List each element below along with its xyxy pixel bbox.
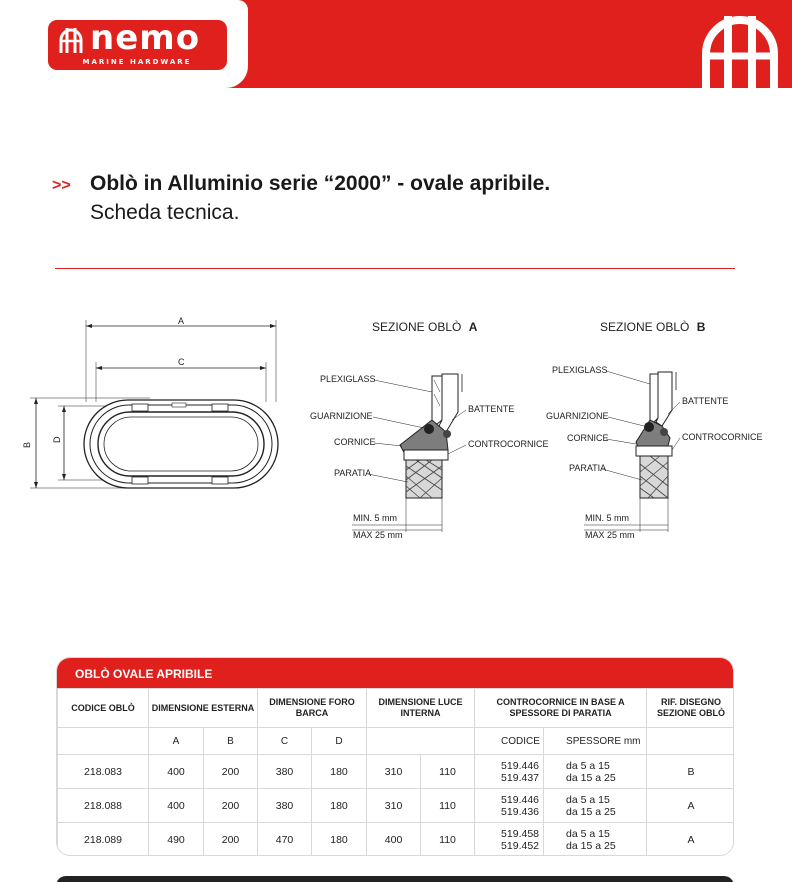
cell-luce-2: 110: [421, 755, 475, 789]
section-a-label-battente: BATTENTE: [468, 404, 515, 414]
section-a-min: MIN. 5 mm: [353, 513, 397, 523]
specs-table-card: [56, 657, 734, 856]
section-b-max: MAX 25 mm: [585, 530, 635, 540]
cell-controcornice: [475, 789, 544, 823]
porthole-front-view: [22, 316, 278, 488]
cell-spessore: [544, 755, 647, 789]
section-b-label-guarnizione: GUARNIZIONE: [546, 411, 609, 421]
header-codice: CODICE OBLÒ: [58, 689, 149, 728]
technical-drawing: [0, 300, 792, 560]
cell-c: 380: [258, 789, 312, 823]
cell-cc-1: 519.458: [501, 827, 540, 840]
cell-sp-2: da 15 a 25: [566, 839, 616, 852]
cell-a: 400: [149, 789, 204, 823]
cell-luce-1: 310: [367, 755, 421, 789]
cell-spessore: [544, 789, 647, 823]
section-b-drawing: [546, 319, 763, 540]
brand-tagline: MARINE HARDWARE: [82, 58, 192, 66]
cell-code: 218.089: [58, 823, 149, 857]
cell-rif: A: [647, 789, 734, 823]
cell-b: 200: [204, 823, 258, 857]
subheader-spessore: SPESSORE mm: [544, 728, 647, 755]
cell-luce-1: 310: [367, 789, 421, 823]
cell-sp-2: da 15 a 25: [566, 805, 616, 818]
header-dim-foro: DIMENSIONE FORO BARCA: [258, 689, 367, 728]
cell-controcornice: [475, 823, 544, 857]
cell-d: 180: [312, 823, 367, 857]
cell-sp-1: da 5 a 15: [566, 793, 610, 806]
section-a-drawing: [310, 319, 549, 540]
cell-luce-1: 400: [367, 823, 421, 857]
cell-controcornice: [475, 755, 544, 789]
footer-bar: [56, 876, 734, 882]
cell-code: 218.083: [58, 755, 149, 789]
table-subheader-row: [58, 728, 735, 755]
cell-luce-2: 110: [421, 789, 475, 823]
cell-a: 400: [149, 755, 204, 789]
cell-cc-1: 519.446: [501, 793, 540, 806]
brand-name: nemo: [90, 18, 201, 58]
section-b-label-controcornice: CONTROCORNICE: [682, 432, 763, 442]
page-subtitle: Scheda tecnica.: [90, 201, 240, 224]
cell-a: 490: [149, 823, 204, 857]
cell-cc-2: 519.437: [501, 771, 540, 784]
cell-d: 180: [312, 755, 367, 789]
section-a-title: SEZIONE OBLÒ: [372, 320, 462, 334]
cell-b: 200: [204, 755, 258, 789]
dim-label-a: A: [178, 316, 185, 326]
cell-sp-2: da 15 a 25: [566, 771, 616, 784]
section-a-letter: A: [468, 320, 478, 334]
cell-cc-1: 519.446: [501, 759, 540, 772]
cell-cc-2: 519.436: [501, 805, 540, 818]
section-b-label-battente: BATTENTE: [682, 396, 729, 406]
header-rif: RIF. DISEGNO SEZIONE OBLÒ: [647, 689, 734, 728]
section-a-label-plexiglass: PLEXIGLASS: [320, 374, 376, 384]
cell-c: 470: [258, 823, 312, 857]
cell-rif: A: [647, 823, 734, 857]
subheader-d: D: [312, 728, 367, 755]
dim-label-b: B: [22, 441, 32, 448]
svg-text:SEZIONE OBLÒ A: [372, 319, 478, 334]
subheader-c: C: [258, 728, 312, 755]
table-row: [58, 789, 735, 823]
logo-card: [0, 0, 248, 88]
section-b-title: SEZIONE OBLÒ: [600, 320, 690, 334]
subheader-b: B: [204, 728, 258, 755]
specs-table: [57, 688, 734, 856]
table-header-row: [58, 689, 735, 728]
subheader-codice: CODICE: [475, 728, 544, 755]
section-a-label-guarnizione: GUARNIZIONE: [310, 411, 373, 421]
page-title: Oblò in Alluminio serie “2000” - ovale apribile.: [90, 172, 551, 195]
section-a-label-paratia: PARATIA: [334, 468, 372, 478]
svg-text:SEZIONE OBLÒ B: [600, 319, 706, 334]
section-b-label-plexiglass: PLEXIGLASS: [552, 365, 608, 375]
cell-code: 218.088: [58, 789, 149, 823]
table-title: OBLÒ OVALE APRIBILE: [57, 658, 733, 688]
cell-c: 380: [258, 755, 312, 789]
title-prefix: >>: [52, 177, 71, 194]
header-dim-luce: DIMENSIONE LUCE INTERNA: [367, 689, 475, 728]
dim-label-d: D: [52, 436, 62, 443]
cell-sp-1: da 5 a 15: [566, 827, 610, 840]
section-a-label-cornice: CORNICE: [334, 437, 376, 447]
dim-label-c: C: [178, 357, 185, 367]
header-dim-esterna: DIMENSIONE ESTERNA: [149, 689, 258, 728]
header-controcornice: CONTROCORNICE IN BASE A SPESSORE DI PARATIA: [475, 689, 647, 728]
cell-d: 180: [312, 789, 367, 823]
section-b-min: MIN. 5 mm: [585, 513, 629, 523]
cell-cc-2: 519.452: [501, 839, 540, 852]
cell-spessore: [544, 823, 647, 857]
cell-luce-2: 110: [421, 823, 475, 857]
section-b-letter: B: [696, 320, 706, 334]
cell-sp-1: da 5 a 15: [566, 759, 610, 772]
title-divider: [55, 268, 735, 269]
cell-b: 200: [204, 789, 258, 823]
brand-mark-icon: [58, 26, 84, 54]
section-a-label-controcornice: CONTROCORNICE: [468, 439, 549, 449]
cell-rif: B: [647, 755, 734, 789]
section-b-label-paratia: PARATIA: [569, 463, 607, 473]
section-b-label-cornice: CORNICE: [567, 433, 609, 443]
subheader-a: A: [149, 728, 204, 755]
brand-mark-large-icon: [700, 14, 780, 88]
table-row: [58, 755, 735, 789]
section-a-max: MAX 25 mm: [353, 530, 403, 540]
table-row: [58, 823, 735, 857]
